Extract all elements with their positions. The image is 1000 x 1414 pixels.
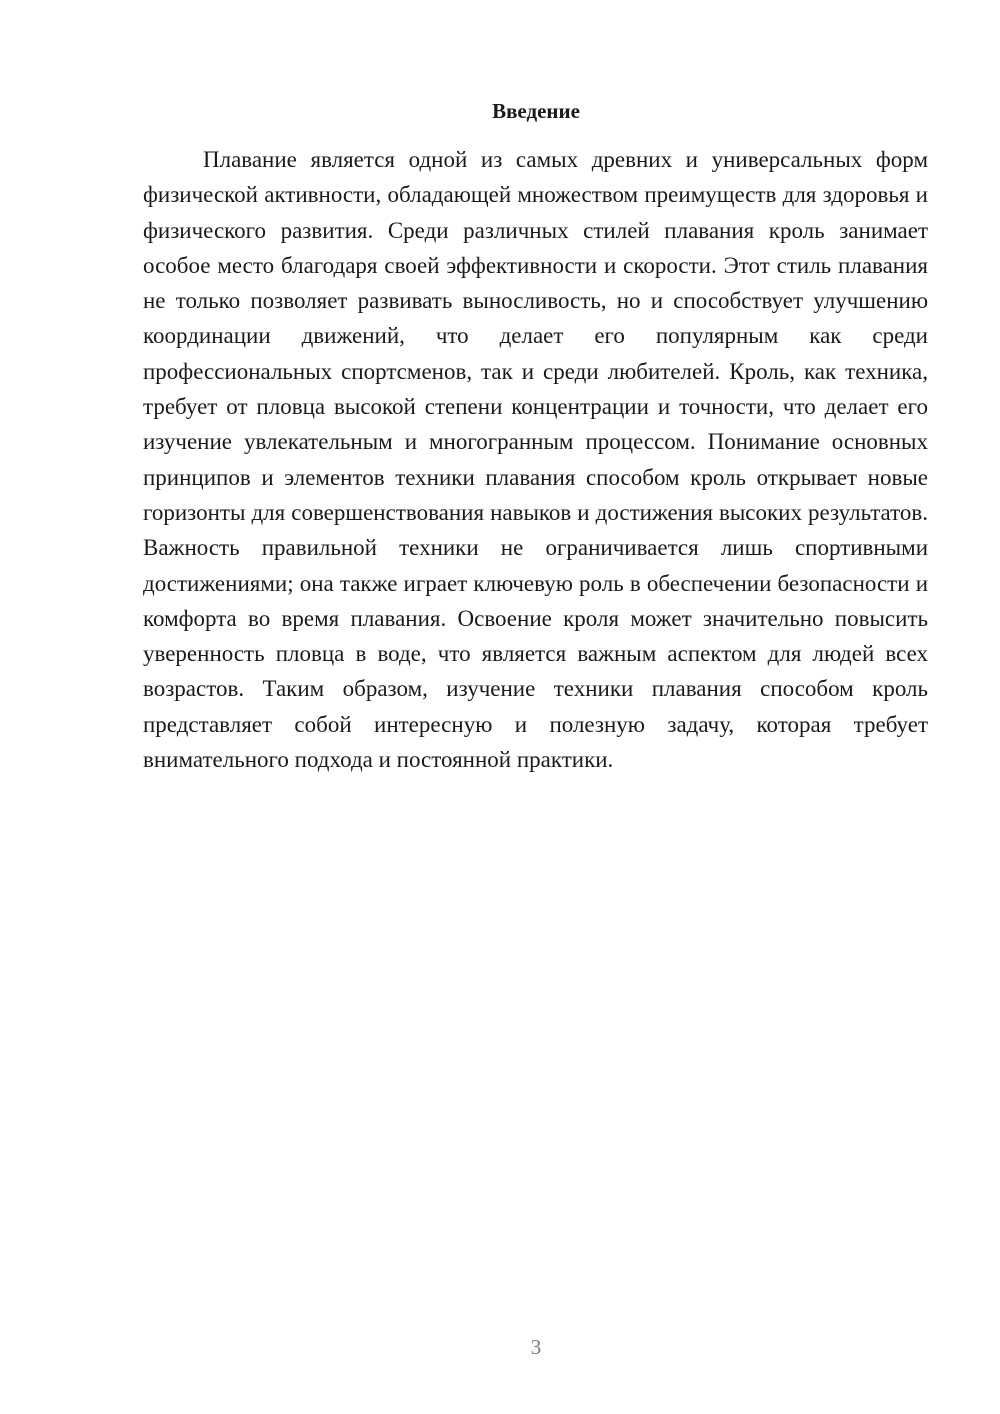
page-title: Введение [492, 99, 580, 123]
body-paragraph: Плавание является одной из самых древних и универсальных форм физической активности, обладающей множеством преимуществ для здоровья и физического развития. Среди различных стилей плавания кроль занимает особое место благодаря своей эффективности и скорости. Этот стиль плавания не только позволяет развивать выносливость, но и способствует улучшению координации движений, что делает его популярным как среди профессиональных спортсменов, так и среди любителей. Кроль, как техника, требует от пловца высокой степени концентрации и точности, что делает его изучение увлекательным и многогранным процессом. Понимание основных принципов и элементов техники плавания способом кроль открывает новые горизонты для совершенствования навыков и достижения высоких результатов. Важность правильной техники не ограничивается лишь спортивными достижениями; она также играет ключевую роль в обеспечении безопасности и комфорта во время плавания. Освоение кроля может значительно повысить уверенность пловца в воде, что является важным аспектом для людей всех возрастов. Таким образом, изучение техники плавания способом кроль представляет собой интересную и полезную задачу, которая требует внимательного подхода и постоянной практики. [143, 147, 928, 773]
page-number: 3 [530, 1335, 542, 1359]
